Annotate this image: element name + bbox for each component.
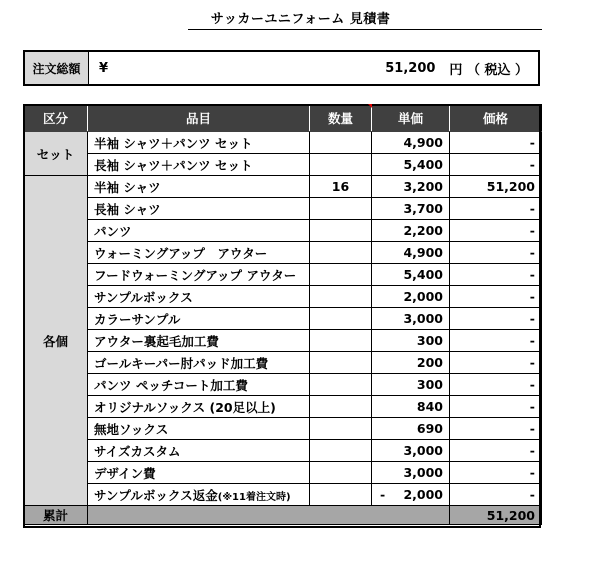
price-cell[interactable]: - [450, 330, 542, 352]
qty-cell[interactable] [310, 330, 372, 352]
qty-cell[interactable] [310, 462, 372, 484]
table-row [24, 154, 542, 176]
table-row [24, 396, 542, 418]
qty-cell[interactable] [310, 440, 372, 462]
price-cell[interactable]: - [450, 462, 542, 484]
table-row [24, 462, 542, 484]
qty-cell[interactable] [310, 484, 372, 506]
item-cell[interactable]: パンツ [88, 220, 310, 242]
item-cell[interactable]: オリジナルソックス (20足以上) [88, 396, 310, 418]
qty-cell[interactable] [310, 396, 372, 418]
item-cell[interactable]: ゴールキーパー肘パッド加工費 [88, 352, 310, 374]
item-cell[interactable]: 長袖 シャツ [88, 198, 310, 220]
unit-price-value: 2,000 [403, 487, 443, 502]
unit-price-cell[interactable]: 3,200 [372, 176, 450, 198]
footer-row [24, 506, 542, 525]
qty-cell[interactable] [310, 374, 372, 396]
qty-cell[interactable] [310, 242, 372, 264]
price-cell[interactable]: - [450, 418, 542, 440]
unit-price-cell[interactable]: 5,400 [372, 264, 450, 286]
footer-total[interactable]: 51,200 [450, 506, 542, 525]
unit-price-cell[interactable]: 3,000 [372, 308, 450, 330]
item-cell[interactable]: サイズカスタム [88, 440, 310, 462]
qty-cell[interactable] [310, 198, 372, 220]
qty-cell[interactable] [310, 352, 372, 374]
unit-price-cell[interactable]: 3,000 [372, 440, 450, 462]
page-title: サッカーユニフォーム 見積書 [210, 12, 391, 27]
table-row [24, 330, 542, 352]
order-total-label: 注文総額 [25, 52, 89, 84]
table-row [24, 484, 542, 506]
price-cell[interactable]: - [450, 154, 542, 176]
item-cell[interactable]: デザイン費 [88, 462, 310, 484]
table-row [24, 352, 542, 374]
table-row [24, 440, 542, 462]
category-each: 各個 [24, 176, 88, 506]
qty-cell[interactable] [310, 132, 372, 154]
unit-price-cell[interactable]: 5,400 [372, 154, 450, 176]
unit-price-cell[interactable]: 3,000 [372, 462, 450, 484]
item-cell[interactable]: 半袖 シャツ [88, 176, 310, 198]
item-text: サンプルボックス返金 [94, 487, 218, 503]
price-cell[interactable]: - [450, 132, 542, 154]
footer-spacer [88, 506, 450, 525]
price-cell[interactable]: - [450, 286, 542, 308]
item-cell[interactable]: ウォーミングアップ アウター [88, 242, 310, 264]
negative-sign: - [380, 487, 386, 502]
order-total-box [23, 50, 540, 86]
price-cell[interactable]: - [450, 198, 542, 220]
header-qty: 数量 [310, 105, 372, 132]
quote-table [23, 104, 542, 525]
qty-cell[interactable]: 16 [310, 176, 372, 198]
footer-label: 累計 [24, 506, 88, 525]
price-cell[interactable]: - [450, 264, 542, 286]
unit-price-cell[interactable]: 300 [372, 330, 450, 352]
qty-cell[interactable] [310, 418, 372, 440]
qty-cell[interactable] [310, 264, 372, 286]
unit-price-cell[interactable]: 2,200 [372, 220, 450, 242]
order-total-unit: 円 （ 税込 ） [449, 62, 528, 78]
unit-price-cell[interactable] [372, 484, 450, 506]
unit-price-cell[interactable]: 4,900 [372, 242, 450, 264]
header-price: 価格 [450, 105, 542, 132]
header-item: 品目 [88, 105, 310, 132]
unit-price-cell[interactable]: 840 [372, 396, 450, 418]
item-cell[interactable]: 半袖 シャツ＋パンツ セット [88, 132, 310, 154]
price-cell[interactable]: - [450, 440, 542, 462]
table-row [24, 242, 542, 264]
qty-cell[interactable] [310, 286, 372, 308]
price-cell[interactable]: - [450, 308, 542, 330]
comment-marker-icon [368, 104, 372, 108]
header-row [24, 105, 542, 132]
price-cell[interactable]: - [450, 396, 542, 418]
price-cell[interactable]: - [450, 220, 542, 242]
header-category: 区分 [24, 105, 88, 132]
item-cell[interactable]: 長袖 シャツ＋パンツ セット [88, 154, 310, 176]
table-row [24, 198, 542, 220]
table-row [24, 264, 542, 286]
yen-symbol: ¥ [99, 60, 109, 76]
table-row [24, 176, 542, 198]
title-underline [188, 29, 542, 30]
price-cell[interactable]: - [450, 374, 542, 396]
item-cell[interactable]: アウター裏起毛加工費 [88, 330, 310, 352]
unit-price-cell[interactable]: 690 [372, 418, 450, 440]
table-row [24, 286, 542, 308]
item-note: (※11着注文時) [217, 491, 291, 503]
item-cell[interactable]: 無地ソックス [88, 418, 310, 440]
unit-price-cell[interactable]: 3,700 [372, 198, 450, 220]
table-row [24, 374, 542, 396]
unit-price-cell[interactable]: 4,900 [372, 132, 450, 154]
category-set: セット [24, 132, 88, 176]
table-row [24, 418, 542, 440]
item-cell[interactable]: パンツ ペッチコート加工費 [88, 374, 310, 396]
price-cell[interactable]: - [450, 242, 542, 264]
unit-price-cell[interactable]: 200 [372, 352, 450, 374]
price-cell[interactable]: - [450, 352, 542, 374]
qty-cell[interactable] [310, 308, 372, 330]
price-cell[interactable]: 51,200 [450, 176, 542, 198]
item-cell[interactable] [88, 484, 310, 506]
item-cell[interactable]: フードウォーミングアップ アウター [88, 264, 310, 286]
qty-cell[interactable] [310, 220, 372, 242]
item-cell[interactable]: カラーサンプル [88, 308, 310, 330]
table-row [24, 132, 542, 154]
order-total-amount[interactable]: 51,200 [385, 60, 436, 76]
price-cell[interactable]: - [450, 484, 542, 506]
qty-cell[interactable] [310, 154, 372, 176]
table-row [24, 308, 542, 330]
unit-price-cell[interactable]: 2,000 [372, 286, 450, 308]
header-unit-price: 単価 [372, 105, 450, 132]
unit-price-cell[interactable]: 300 [372, 374, 450, 396]
item-cell[interactable]: サンプルボックス [88, 286, 310, 308]
table-row [24, 220, 542, 242]
